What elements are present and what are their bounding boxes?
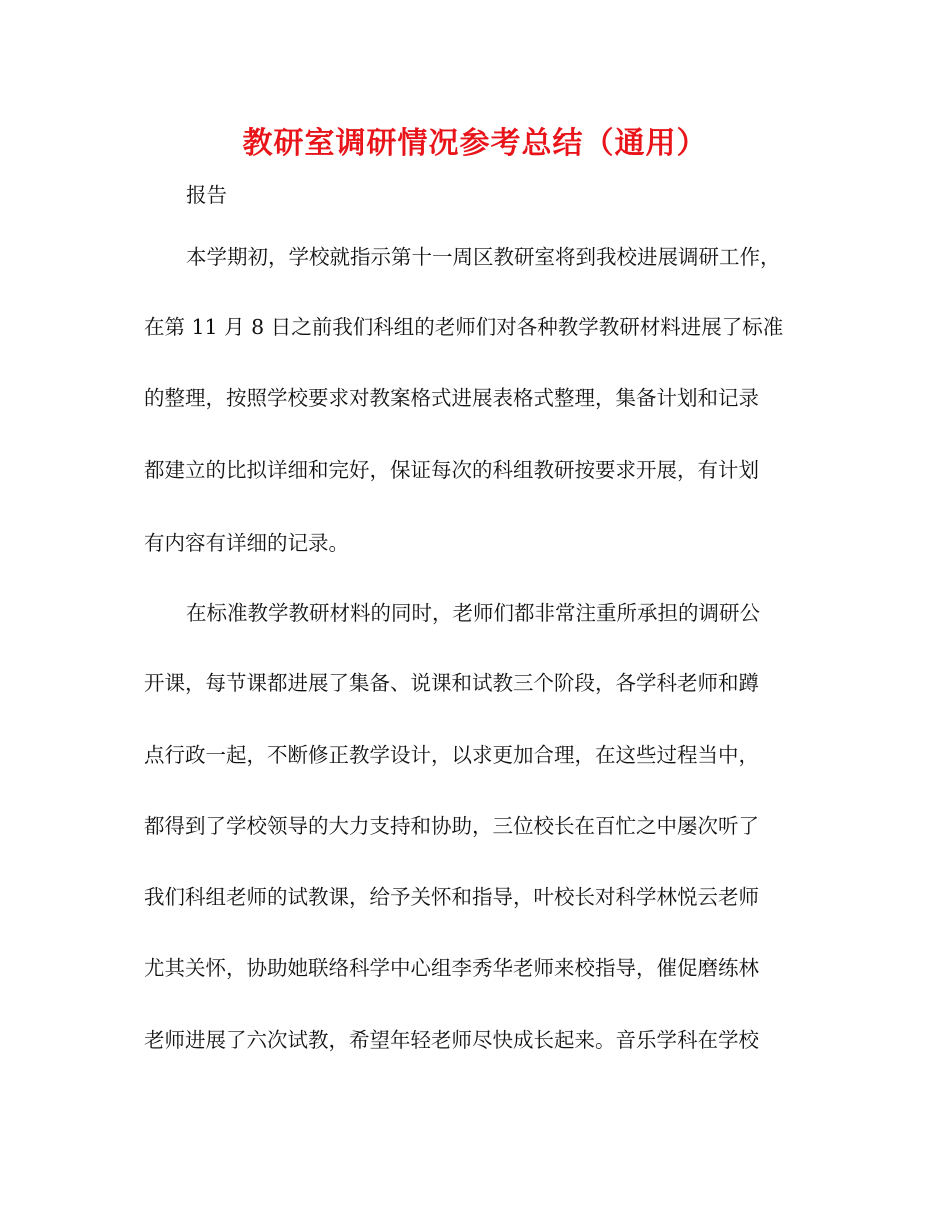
paragraph-2-line-3: 点行政一起，不断修正教学设计，以求更加合理，在这些过程当中，	[144, 743, 759, 767]
paragraph-1-line-2: 在第 11 月 8 日之前我们科组的老师们对各种教学教研材料进展了标准	[144, 315, 784, 339]
paragraph-2-line-1: 在标准教学教研材料的同时，老师们都非常注重所承担的调研公	[186, 601, 760, 625]
paragraph-2-line-7: 老师进展了六次试教，希望年轻老师尽快成长起来。音乐学科在学校	[144, 1028, 759, 1052]
paragraph-1-line-1: 本学期初，学校就指示第十一周区教研室将到我校进展调研工作，	[186, 245, 781, 269]
paragraph-1-line-3: 的整理，按照学校要求对教案格式进展表格式整理，集备计划和记录	[144, 386, 759, 410]
paragraph-2-line-6: 尤其关怀，协助她联络科学中心组李秀华老师来校指导，催促磨练林	[144, 956, 759, 980]
paragraph-1-line-4: 都建立的比拟详细和完好，保证每次的科组教研按要求开展，有计划	[144, 458, 759, 482]
document-title: 教研室调研情况参考总结（通用）	[242, 126, 708, 161]
paragraph-2-line-5: 我们科组老师的试教课，给予关怀和指导，叶校长对科学林悦云老师	[144, 885, 759, 909]
paragraph-2-line-2: 开课，每节课都进展了集备、说课和试教三个阶段，各学科老师和蹲	[144, 671, 759, 695]
paragraph-1-line-5: 有内容有详细的记录。	[144, 531, 349, 555]
paragraph-2-line-4: 都得到了学校领导的大力支持和协助，三位校长在百忙之中屡次听了	[144, 814, 759, 838]
subtitle-line: 报告	[186, 183, 227, 207]
